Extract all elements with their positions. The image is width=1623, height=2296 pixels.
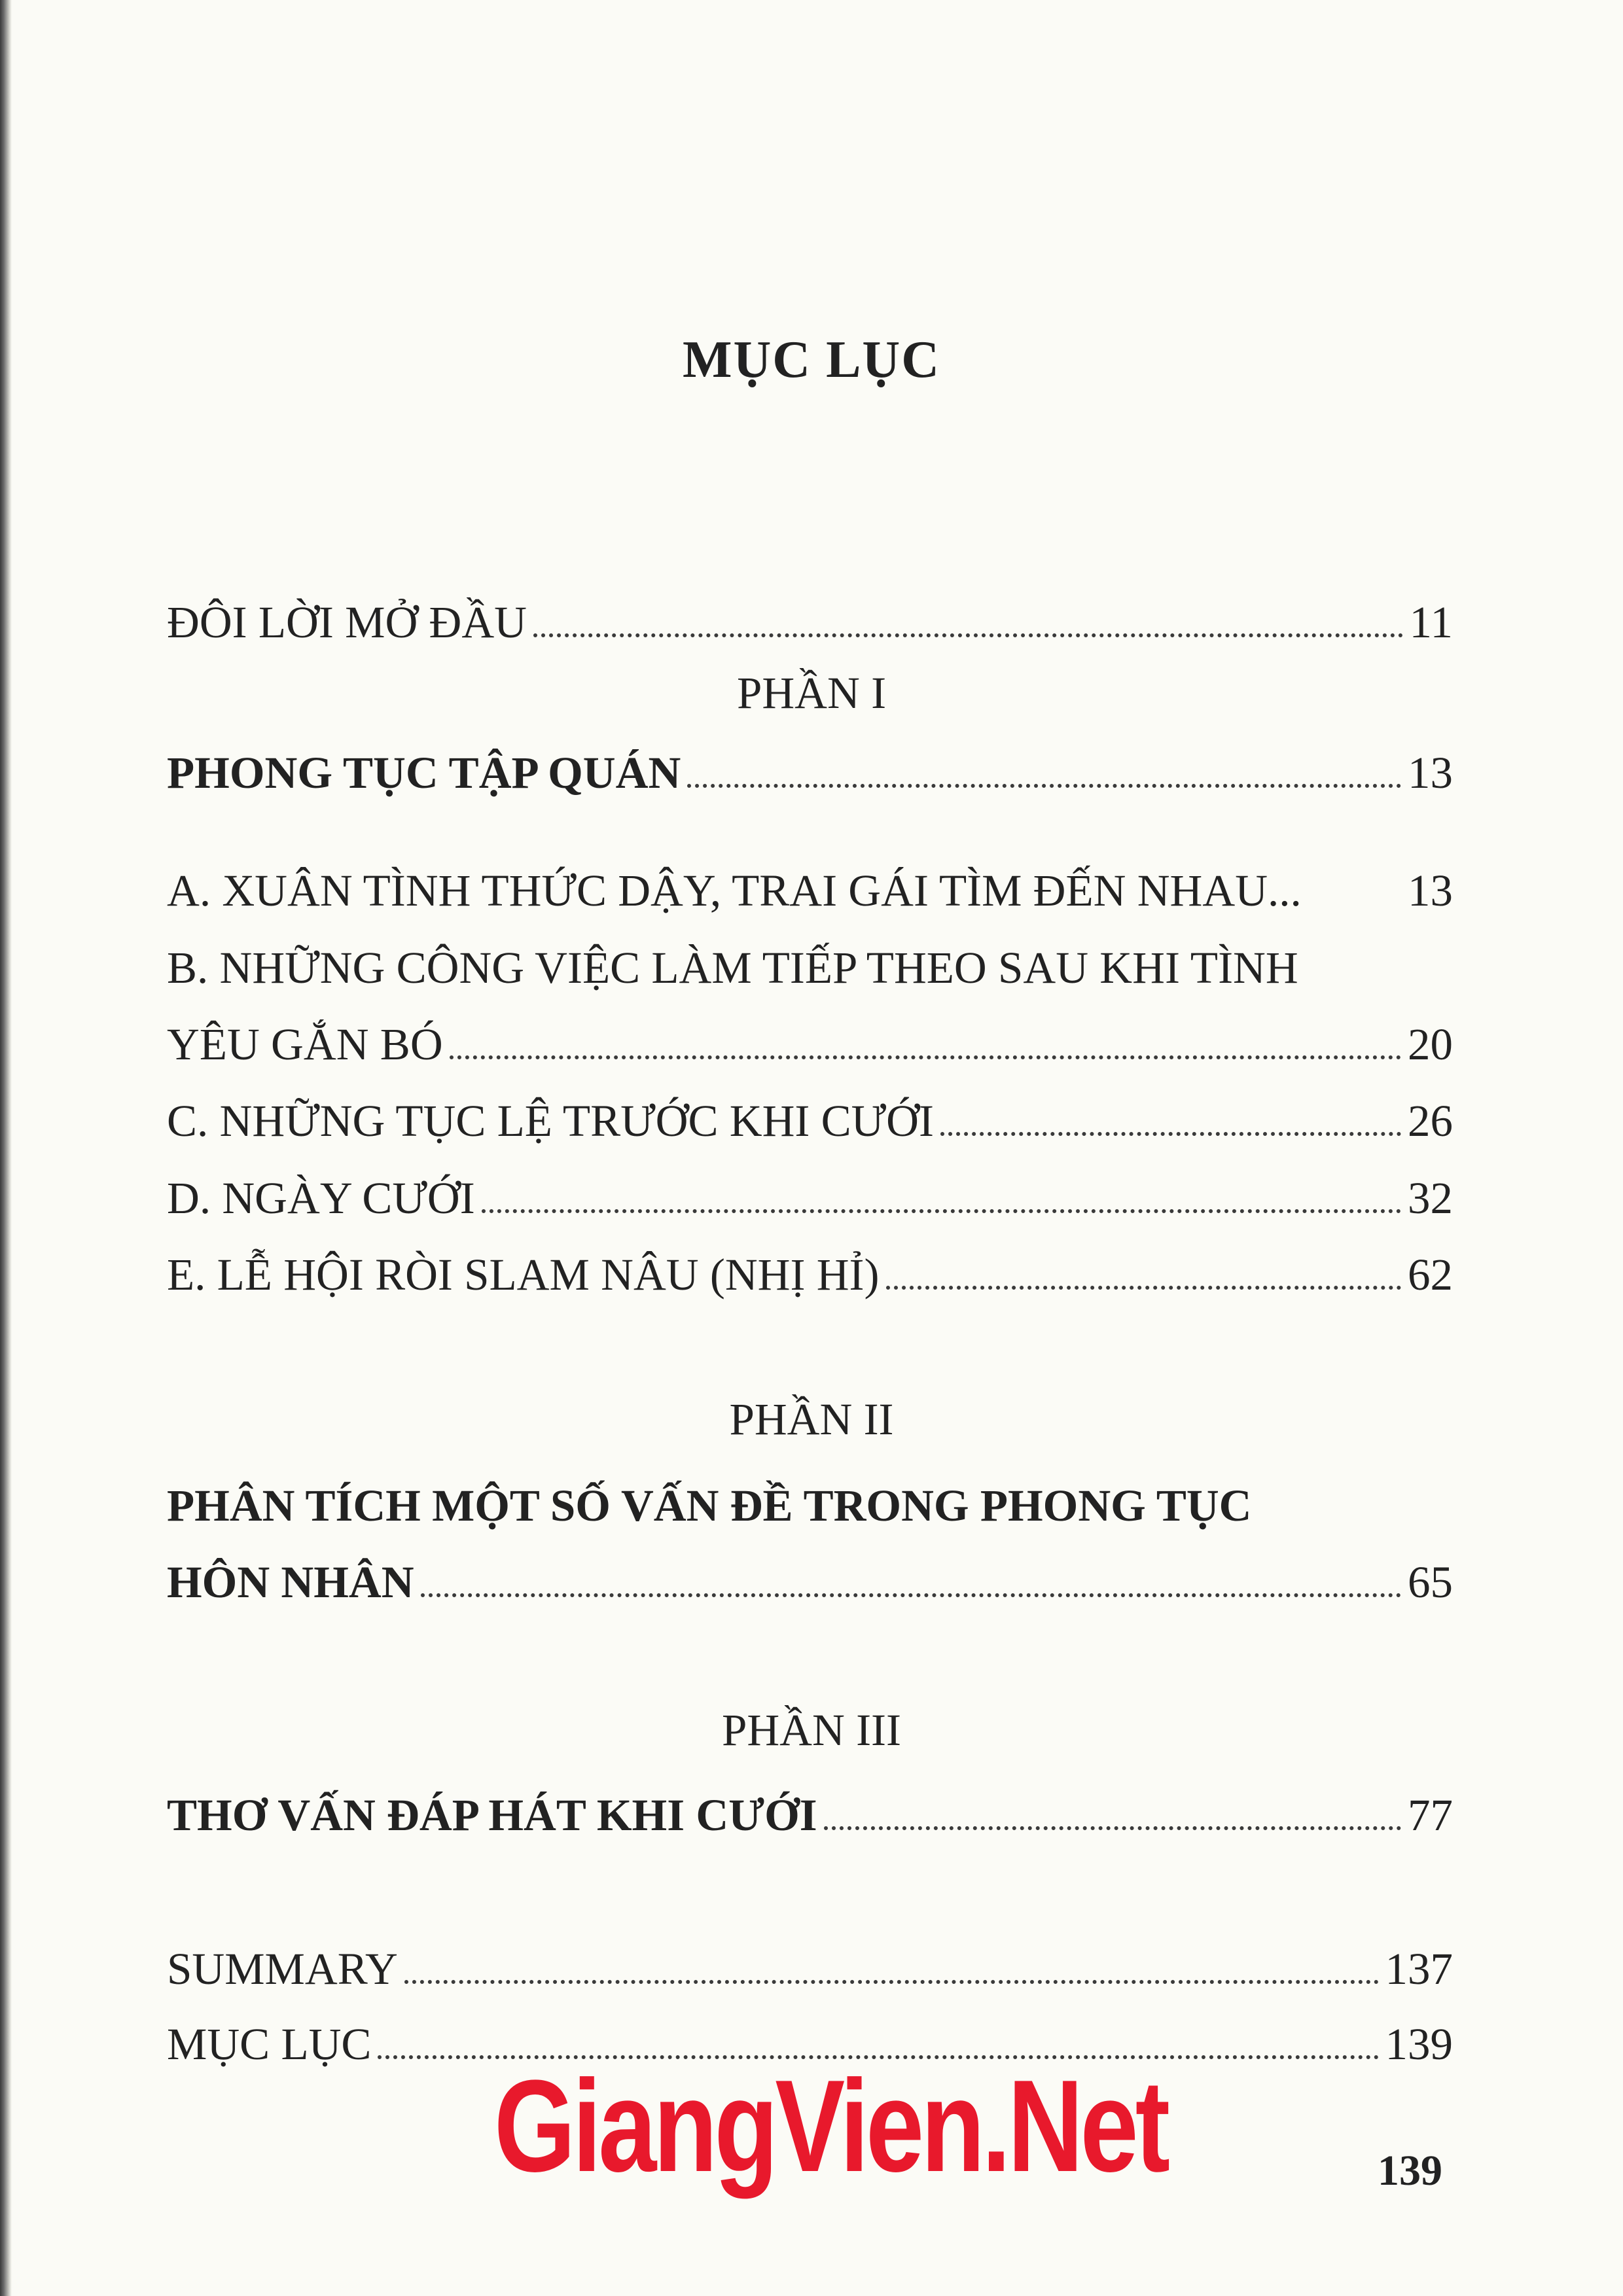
toc-entry-page: 139	[1385, 2019, 1453, 2069]
toc-entry-a	[167, 851, 1453, 913]
dot-leader	[824, 1826, 1401, 1830]
part-heading-2: PHẦN II	[729, 1394, 894, 1444]
dot-leader	[404, 1980, 1379, 1984]
toc-entry-label: HÔN NHÂN	[167, 1557, 414, 1607]
part-heading-1: PHẦN I	[736, 668, 887, 718]
part-heading-3: PHẦN III	[721, 1705, 902, 1755]
page-number: 139	[1378, 2147, 1442, 2195]
toc-entry-label: ĐÔI LỜI MỞ ĐẦU	[167, 597, 527, 647]
toc-entry-page: 77	[1408, 1790, 1453, 1840]
toc-entry-page: 20	[1408, 1019, 1453, 1069]
dot-leader	[886, 1286, 1401, 1290]
page-title: MỤC LỤC	[683, 331, 940, 389]
toc-entry-page: 11	[1409, 597, 1453, 647]
toc-entry-summary	[167, 1929, 1453, 1992]
toc-entry-c	[167, 1081, 1453, 1144]
toc-entry-label: A. XUÂN TÌNH THỨC DẬY, TRAI GÁI TÌM ĐẾN NHAU...	[167, 866, 1302, 915]
toc-entry-page: 26	[1408, 1096, 1453, 1146]
toc-entry-part-2	[167, 1542, 1453, 1605]
toc-entry-label: YÊU GẮN BÓ	[167, 1019, 443, 1069]
dot-leader	[687, 784, 1401, 788]
dot-leader	[482, 1209, 1401, 1213]
toc-entry-page: 13	[1408, 866, 1453, 915]
toc-entry-page: 32	[1408, 1173, 1453, 1223]
toc-entry-page: 137	[1385, 1944, 1453, 1994]
toc-entry-page: 62	[1408, 1250, 1453, 1299]
toc-entry-label: THƠ VẤN ĐÁP HÁT KHI CƯỚI	[167, 1790, 817, 1840]
toc-entry-part-3	[167, 1775, 1453, 1838]
toc-entry-label: C. NHỮNG TỤC LỆ TRƯỚC KHI CƯỚI	[167, 1096, 934, 1146]
toc-entry-preface	[167, 582, 1453, 645]
dot-leader	[533, 633, 1403, 637]
dot-leader	[940, 1132, 1401, 1136]
toc-entry-label: SUMMARY	[167, 1944, 398, 1994]
toc-entry-part-1	[167, 733, 1453, 796]
dot-leader	[450, 1055, 1401, 1059]
toc-entry-e	[167, 1235, 1453, 1298]
toc-entry-b	[167, 1004, 1453, 1067]
site-watermark: GiangVien.Net	[494, 2053, 1168, 2199]
toc-entry-label: MỤC LỤC	[167, 2019, 372, 2069]
toc-entry-page: 65	[1408, 1557, 1453, 1607]
toc-entry-label: D. NGÀY CƯỚI	[167, 1173, 475, 1223]
toc-entry-label: PHONG TỤC TẬP QUÁN	[167, 748, 681, 798]
toc-entry-b-line1: B. NHỮNG CÔNG VIỆC LÀM TIẾP THEO SAU KHI TÌNH	[167, 943, 1298, 993]
toc-entry-label: E. LỄ HỘI RÒI SLAM NÂU (NHỊ HỈ)	[167, 1250, 880, 1299]
toc-entry-page: 13	[1408, 748, 1453, 798]
toc-entry-part-2-line1: PHÂN TÍCH MỘT SỐ VẤN ĐỀ TRONG PHONG TỤC	[167, 1481, 1252, 1530]
dot-leader	[421, 1593, 1401, 1597]
toc-entry-d	[167, 1158, 1453, 1221]
